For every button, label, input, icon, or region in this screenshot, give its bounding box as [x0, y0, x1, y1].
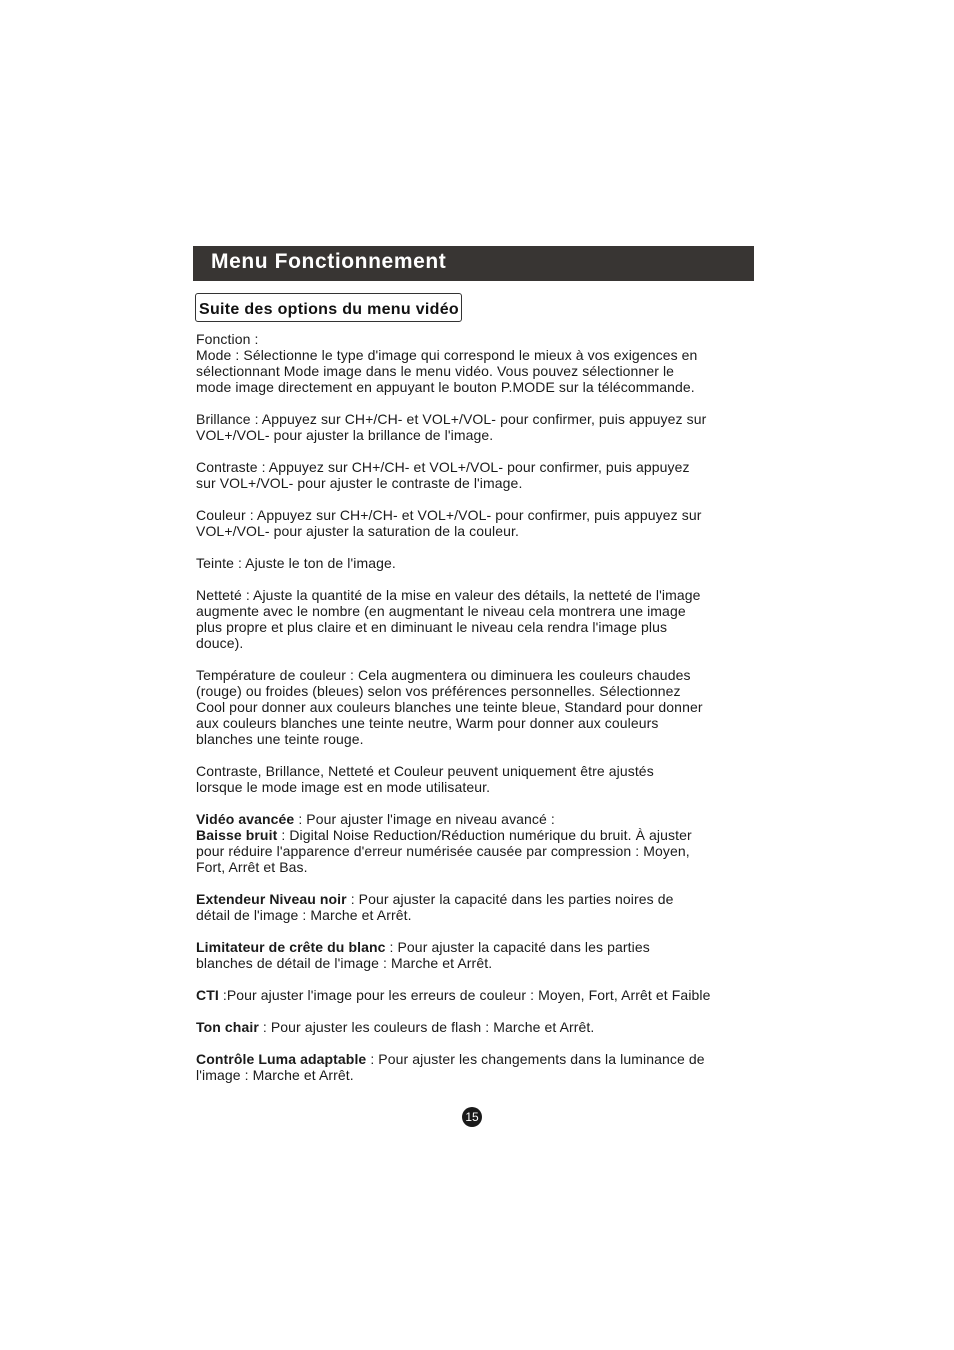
text-cti: :Pour ajuster l'image pour les erreurs de couleur : Moyen, Fort, Arrêt et Faible: [218, 987, 711, 1003]
paragraph-crete-blanc: [196, 939, 771, 971]
text-luma: : Pour ajuster les changements dans la luminance de l'image : Marche et Arrêt.: [196, 1051, 705, 1083]
page-number-badge: 15: [462, 1107, 482, 1127]
label-baisse-bruit: Baisse bruit: [196, 827, 278, 843]
paragraph-brillance: Brillance : Appuyez sur CH+/CH- et VOL+/VOL- pour confirmer, puis appuyez sur VOL+/VOL- pour ajuster la brillance de l'image.: [196, 411, 707, 443]
paragraph-nettete: Netteté : Ajuste la quantité de la mise en valeur des détails, la netteté de l'image augmente avec le nombre (en augmentant le niveau cela montrera une image plus propre et plus claire et en diminuant le niveau cela rendra l'image plus douce).: [196, 587, 701, 651]
paragraph-niveau-noir: [196, 891, 771, 923]
text-video-avancee: : Pour ajuster l'image en niveau avancé :: [294, 811, 555, 827]
section-box: [195, 293, 462, 322]
header-bar: [193, 246, 754, 281]
label-luma: Contrôle Luma adaptable: [196, 1051, 367, 1067]
label-crete-blanc: Limitateur de crête du blanc: [196, 939, 386, 955]
text-crete-blanc: : Pour ajuster la capacité dans les parties blanches de détail de l'image : Marche et Arrêt.: [196, 939, 650, 971]
text-baisse-bruit: : Digital Noise Reduction/Réduction numérique du bruit. À ajuster pour réduire l'apparence d'erreur numérisée causée par compression : Moyen, Fort, Arrêt et Bas.: [196, 827, 692, 875]
paragraph-mode: Fonction : Mode : Sélectionne le type d'image qui correspond le mieux à vos exigences en sélectionnant Mode image dans le menu vidéo. Vous pouvez sélectionner le mode image directement en appuyant le bouton P.MODE sur la télécommande.: [196, 331, 698, 395]
section-title: Suite des options du menu vidéo: [199, 301, 459, 318]
paragraph-luma: [196, 1051, 771, 1083]
text-niveau-noir: : Pour ajuster la capacité dans les parties noires de détail de l'image : Marche et Arrêt.: [196, 891, 674, 923]
paragraph-temperature: Température de couleur : Cela augmentera ou diminuera les couleurs chaudes (rouge) ou froides (bleues) selon vos préférences personnelles. Sélectionnez Cool pour donner aux couleurs blanches une teinte bleue, Standard pour donner aux couleurs blanches une teinte neutre, Warm pour donner aux couleurs blanches une teinte rouge.: [196, 667, 703, 747]
paragraph-video-avancee: [196, 811, 771, 875]
label-cti: CTI: [196, 987, 219, 1003]
body-text: [196, 331, 771, 1099]
paragraph-teinte: Teinte : Ajuste le ton de l'image.: [196, 555, 396, 571]
paragraph-couleur: Couleur : Appuyez sur CH+/CH- et VOL+/VOL- pour confirmer, puis appuyez sur VOL+/VOL- pour ajuster la saturation de la couleur.: [196, 507, 702, 539]
paragraph-ton-chair: [196, 1019, 771, 1035]
paragraph-contraste: Contraste : Appuyez sur CH+/CH- et VOL+/VOL- pour confirmer, puis appuyez sur VOL+/VOL- pour ajuster le contraste de l'image.: [196, 459, 690, 491]
label-niveau-noir: Extendeur Niveau noir: [196, 891, 347, 907]
label-video-avancee: Vidéo avancée: [196, 811, 295, 827]
page-title: Menu Fonctionnement: [211, 250, 447, 273]
text-ton-chair: : Pour ajuster les couleurs de flash : Marche et Arrêt.: [258, 1019, 595, 1035]
paragraph-cti: [196, 987, 771, 1003]
paragraph-note: Contraste, Brillance, Netteté et Couleur peuvent uniquement être ajustés lorsque le mode image est en mode utilisateur.: [196, 763, 654, 795]
label-ton-chair: Ton chair: [196, 1019, 259, 1035]
